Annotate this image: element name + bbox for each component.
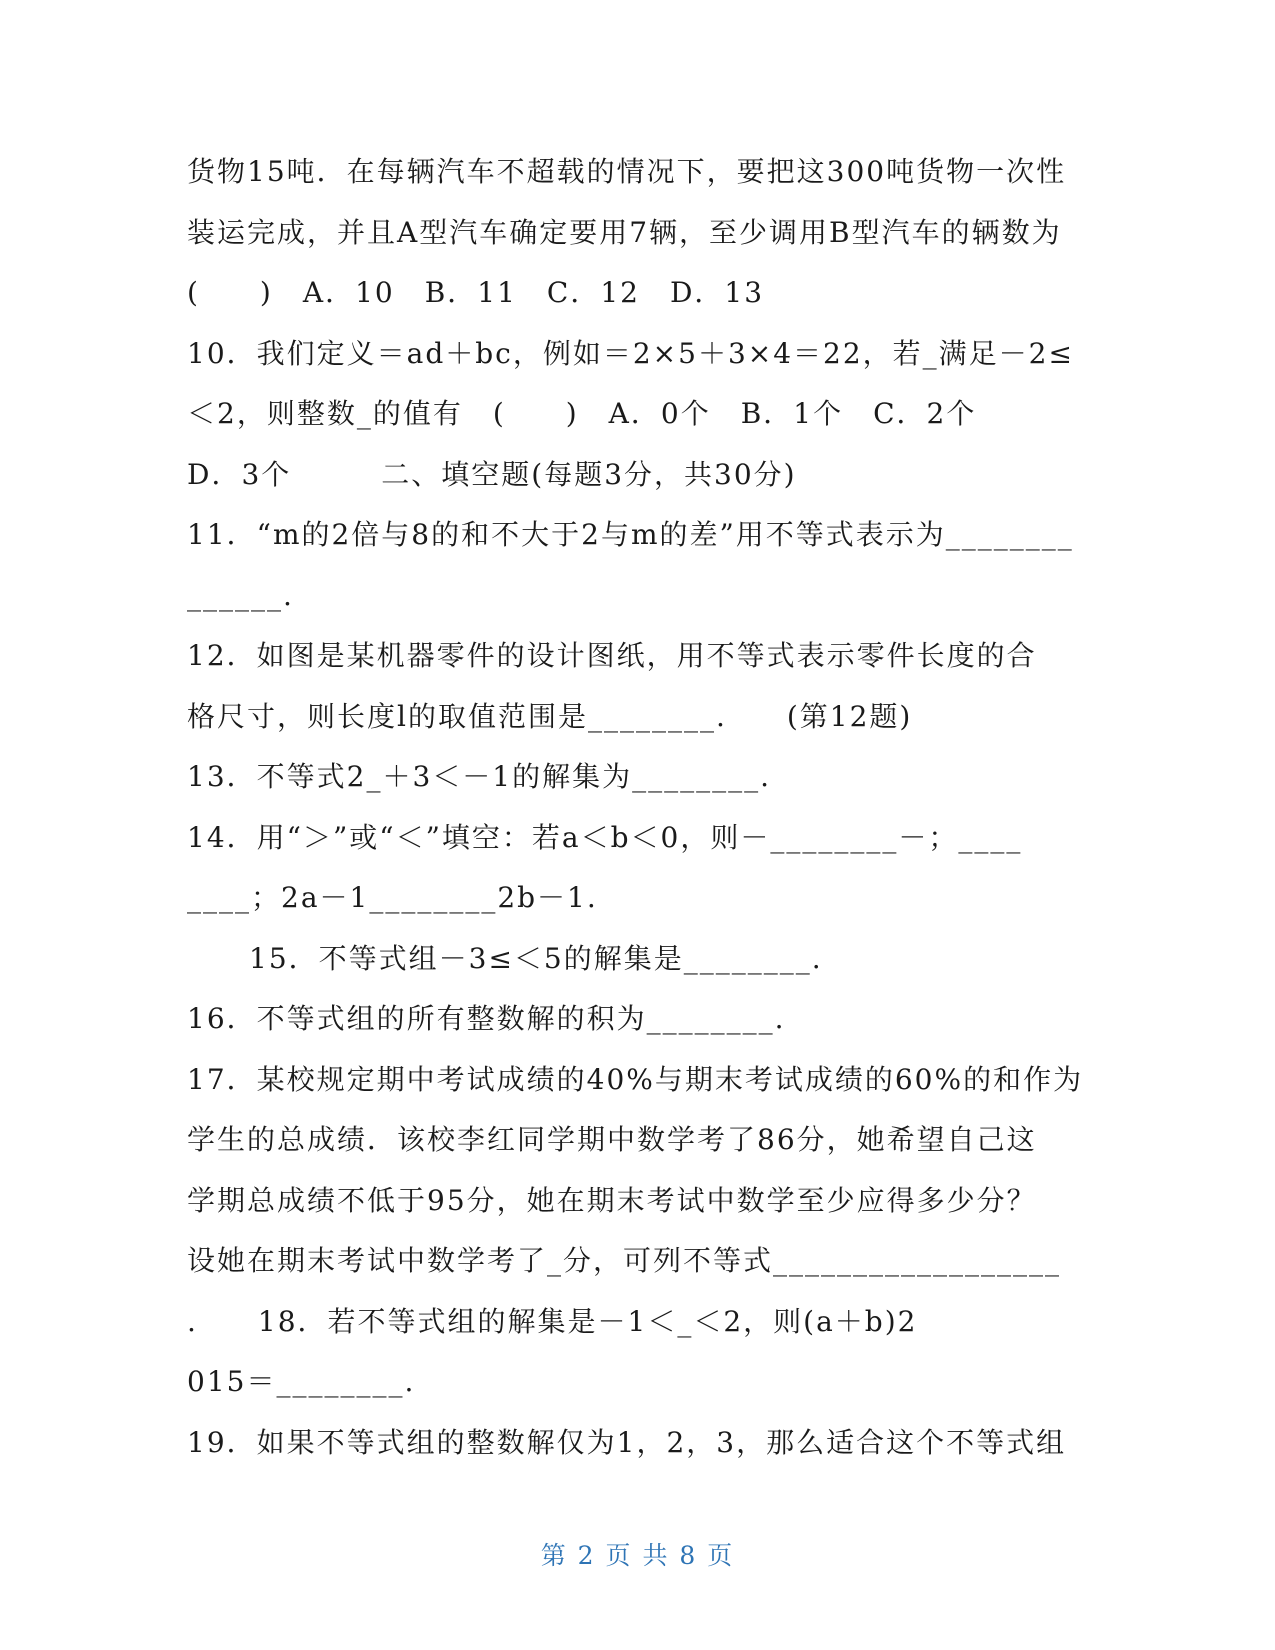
- text-line: 学期总成绩不低于95分，她在期末考试中数学至少应得多少分？: [187, 1183, 1037, 1217]
- question-15: 15．不等式组－3≤＜5的解集是________.: [249, 941, 823, 975]
- question-14: 14．用“＞”或“＜”填空：若a＜b＜0，则－________－；____: [187, 820, 1023, 854]
- text-line: 设她在期末考试中数学考了_分，可列不等式__________________: [187, 1244, 1062, 1277]
- section-heading-line: D．3个 二、填空题(每题3分，共30分): [187, 457, 797, 491]
- text-line: ＜2，则整数_的值有 ( ) A．0个 B．1个 C．2个: [187, 397, 977, 430]
- text-line: 学生的总成绩．该校李红同学期中数学考了86分，她希望自己这: [187, 1123, 1037, 1156]
- question-17: 17．某校规定期中考试成绩的40%与期末考试成绩的60%的和作为: [187, 1062, 1084, 1096]
- question-13: 13．不等式2_＋3＜－1的解集为________.: [187, 760, 771, 793]
- text-line: ____；2a－1________2b－1.: [187, 881, 598, 914]
- page-number-footer: 第 2 页 共 8 页: [540, 1541, 735, 1570]
- text-line: 015＝________.: [187, 1365, 416, 1398]
- question-12: 12．如图是某机器零件的设计图纸，用不等式表示零件长度的合: [187, 639, 1037, 672]
- question-11: 11．“m的2倍与8的和不大于2与m的差”用不等式表示为________: [187, 518, 1074, 551]
- text-line: 格尺寸，则长度l的取值范围是________. (第12题): [187, 699, 913, 733]
- text-line: ( ) A．10 B．11 C．12 D．13: [187, 276, 765, 309]
- question-10: 10．我们定义＝ad＋bc，例如＝2×5＋3×4＝22，若_满足－2≤: [187, 336, 1074, 370]
- question-19: 19．如果不等式组的整数解仅为1，2，3，那么适合这个不等式组: [187, 1425, 1067, 1459]
- text-line: 装运完成，并且A型汽车确定要用7辆，至少调用B型汽车的辆数为: [187, 215, 1062, 249]
- question-16: 16．不等式组的所有整数解的积为________.: [187, 1002, 786, 1035]
- text-line: ______.: [187, 578, 294, 612]
- question-18: . 18．若不等式组的解集是－1＜_＜2，则(a＋b)2: [187, 1304, 918, 1338]
- document-body: [187, 142, 1087, 1473]
- text-line: 货物15吨．在每辆汽车不超载的情况下，要把这300吨货物一次性: [187, 155, 1067, 188]
